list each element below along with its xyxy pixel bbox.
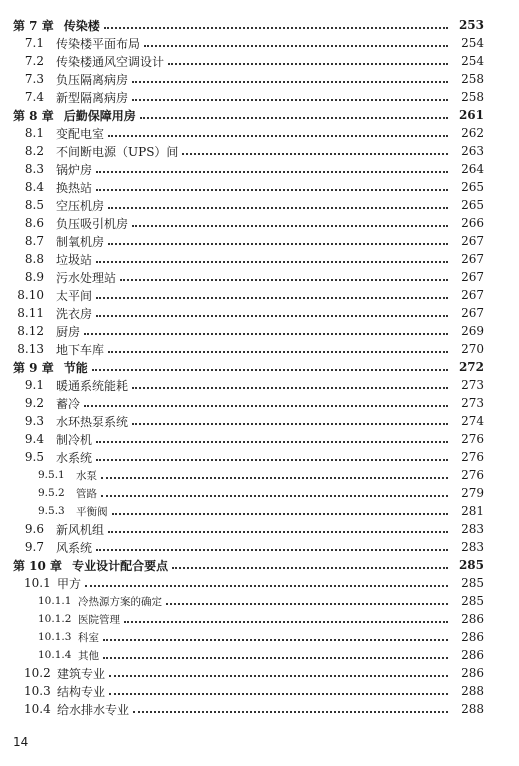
- toc-number: 10.1: [24, 576, 51, 590]
- toc-number: 8.8: [24, 252, 44, 266]
- toc-title: 传染楼: [63, 18, 100, 33]
- toc-leader-dots: [112, 513, 449, 515]
- toc-leader-dots: [109, 675, 448, 677]
- toc-leader-dots: [172, 567, 448, 569]
- toc-leader-dots: [132, 99, 448, 101]
- toc-number: 8.10: [17, 288, 44, 302]
- toc-section-entry: [0, 196, 519, 214]
- toc-section-entry: [0, 178, 519, 196]
- toc-leader-dots: [103, 639, 448, 641]
- toc-number: 8.13: [17, 342, 44, 356]
- toc-number: 9.1: [24, 378, 44, 392]
- toc-page-number: 262: [461, 126, 484, 140]
- toc-page-number: 276: [461, 432, 484, 446]
- toc-page-number: 258: [461, 90, 484, 104]
- toc-number: 8.9: [24, 270, 44, 284]
- toc-leader-dots: [85, 585, 448, 587]
- toc-title: 厨房: [56, 324, 81, 339]
- toc-leader-dots: [96, 459, 448, 461]
- toc-leader-dots: [101, 477, 448, 479]
- toc-section-entry: [0, 340, 519, 358]
- toc-number: 9.5.1: [38, 469, 65, 481]
- toc-page-number: 273: [461, 396, 484, 410]
- toc-leader-dots: [96, 297, 448, 299]
- toc-number: 8.7: [24, 234, 44, 248]
- toc-number: 8.6: [24, 216, 44, 230]
- toc-title: 太平间: [56, 288, 93, 303]
- toc-page-number: 263: [461, 144, 484, 158]
- toc-page-number: 267: [461, 252, 484, 266]
- toc-number: 9.4: [24, 432, 44, 446]
- toc-page-number: 285: [458, 558, 484, 572]
- toc-title: 锅炉房: [56, 162, 93, 177]
- toc-title: 水系统: [56, 450, 93, 465]
- toc-page-number: 288: [461, 702, 484, 716]
- toc-page-number: 254: [461, 54, 484, 68]
- toc-title: 后勤保障用房: [63, 108, 136, 123]
- toc-section-entry: [0, 250, 519, 268]
- toc-subsection-entry: [0, 484, 519, 502]
- toc-title: 制冷机: [56, 432, 93, 447]
- toc-section-entry: [0, 142, 519, 160]
- toc-number: 8.12: [17, 324, 44, 338]
- toc-title: 污水处理站: [56, 270, 117, 285]
- toc-number: 9.3: [24, 414, 44, 428]
- toc-section-entry: [0, 376, 519, 394]
- toc-title: 风系统: [56, 540, 93, 555]
- toc-section-entry: [0, 286, 519, 304]
- toc-leader-dots: [92, 369, 448, 371]
- toc-number: 第 10 章: [13, 558, 63, 573]
- toc-leader-dots: [108, 243, 448, 245]
- toc-leader-dots: [109, 693, 448, 695]
- toc-section-entry: [0, 520, 519, 538]
- toc-title: 结构专业: [57, 684, 106, 699]
- toc-leader-dots: [84, 405, 448, 407]
- toc-section-entry: [0, 412, 519, 430]
- toc-leader-dots: [120, 279, 448, 281]
- toc-title: 传染楼通风空调设计: [56, 54, 165, 69]
- toc-leader-dots: [84, 333, 448, 335]
- toc-section-entry: [0, 232, 519, 250]
- toc-number: 8.4: [24, 180, 44, 194]
- toc-title: 新型隔离病房: [56, 90, 129, 105]
- toc-title: 变配电室: [56, 126, 105, 141]
- toc-page-number: 286: [461, 630, 484, 644]
- toc-leader-dots: [103, 657, 448, 659]
- toc-page-number: 264: [461, 162, 484, 176]
- toc-section-entry: [0, 700, 519, 718]
- toc-number: 第 8 章: [13, 108, 54, 123]
- toc-title: 医院管理: [78, 613, 120, 626]
- toc-chapter-entry: [0, 556, 519, 574]
- toc-leader-dots: [96, 261, 448, 263]
- toc-title: 负压吸引机房: [56, 216, 129, 231]
- toc-number: 8.1: [24, 126, 44, 140]
- toc-title: 地下车库: [56, 342, 105, 357]
- toc-number: 8.2: [24, 144, 44, 158]
- toc-number: 第 9 章: [13, 360, 54, 375]
- toc-title: 管路: [76, 487, 97, 500]
- toc-number: 8.11: [17, 306, 44, 320]
- toc-page-number: 253: [458, 18, 484, 32]
- toc-leader-dots: [133, 711, 448, 713]
- toc-number: 7.3: [24, 72, 44, 86]
- toc-leader-dots: [104, 27, 448, 29]
- toc-number: 10.1.3: [38, 631, 72, 643]
- page-number: 14: [13, 735, 29, 749]
- toc-page-number: 285: [461, 576, 484, 590]
- toc-section-entry: [0, 268, 519, 286]
- toc-title: 不间断电源（UPS）间: [56, 144, 179, 159]
- toc-page-number: 267: [461, 288, 484, 302]
- toc-section-entry: [0, 394, 519, 412]
- toc-page-number: 266: [461, 216, 484, 230]
- toc-title: 节能: [63, 360, 88, 375]
- toc-page-number: 269: [461, 324, 484, 338]
- toc-number: 10.1.1: [38, 595, 72, 607]
- toc-leader-dots: [96, 441, 448, 443]
- toc-title: 负压隔离病房: [56, 72, 129, 87]
- toc-title: 建筑专业: [57, 666, 106, 681]
- toc-leader-dots: [132, 387, 448, 389]
- toc-leader-dots: [132, 225, 448, 227]
- toc-title: 甲方: [57, 576, 82, 591]
- toc-number: 8.3: [24, 162, 44, 176]
- toc-subsection-entry: [0, 466, 519, 484]
- toc-section-entry: [0, 322, 519, 340]
- toc-title: 换热站: [56, 180, 93, 195]
- toc-title: 空压机房: [56, 198, 105, 213]
- toc-number: 9.7: [24, 540, 44, 554]
- toc-subsection-entry: [0, 628, 519, 646]
- toc-page-number: 281: [461, 504, 484, 518]
- toc-chapter-entry: [0, 106, 519, 124]
- toc-section-entry: [0, 34, 519, 52]
- toc-number: 9.5: [24, 450, 44, 464]
- toc-number: 10.2: [24, 666, 51, 680]
- toc-leader-dots: [101, 495, 448, 497]
- toc-subsection-entry: [0, 646, 519, 664]
- toc-number: 7.2: [24, 54, 44, 68]
- toc-page-number: 273: [461, 378, 484, 392]
- toc-page-number: 285: [461, 594, 484, 608]
- toc-page-number: 286: [461, 648, 484, 662]
- toc-section-entry: [0, 70, 519, 88]
- toc-leader-dots: [96, 315, 448, 317]
- toc-page-number: 283: [461, 540, 484, 554]
- toc-leader-dots: [108, 207, 448, 209]
- toc-title: 给水排水专业: [57, 702, 130, 717]
- toc-title: 专业设计配合要点: [72, 558, 169, 573]
- toc-page-number: 283: [461, 522, 484, 536]
- toc-section-entry: [0, 430, 519, 448]
- toc-section-entry: [0, 682, 519, 700]
- toc-number: 9.6: [24, 522, 44, 536]
- toc-leader-dots: [140, 117, 448, 119]
- toc-leader-dots: [108, 531, 448, 533]
- toc-chapter-entry: [0, 16, 519, 34]
- toc-title: 洗衣房: [56, 306, 93, 321]
- toc-number: 9.2: [24, 396, 44, 410]
- toc-page-number: 272: [458, 360, 484, 374]
- toc-leader-dots: [166, 603, 448, 605]
- toc-title: 垃圾站: [56, 252, 93, 267]
- toc-chapter-entry: [0, 358, 519, 376]
- toc-page-number: 279: [461, 486, 484, 500]
- toc-section-entry: [0, 52, 519, 70]
- toc-page-number: 267: [461, 234, 484, 248]
- toc-leader-dots: [96, 549, 448, 551]
- toc-page-number: 276: [461, 468, 484, 482]
- toc-section-entry: [0, 214, 519, 232]
- toc-number: 7.1: [24, 36, 44, 50]
- toc-section-entry: [0, 160, 519, 178]
- toc-section-entry: [0, 448, 519, 466]
- toc-title: 冷热源方案的确定: [78, 595, 162, 608]
- toc-page-number: 254: [461, 36, 484, 50]
- toc-number: 7.4: [24, 90, 44, 104]
- toc-number: 8.5: [24, 198, 44, 212]
- toc-leader-dots: [96, 189, 448, 191]
- toc-page-number: 288: [461, 684, 484, 698]
- toc-title: 其他: [78, 649, 99, 662]
- toc-page-number: 270: [461, 342, 484, 356]
- toc-subsection-entry: [0, 610, 519, 628]
- toc-section-entry: [0, 538, 519, 556]
- toc-subsection-entry: [0, 592, 519, 610]
- toc-leader-dots: [168, 63, 448, 65]
- toc-number: 10.1.4: [38, 649, 72, 661]
- toc-title: 传染楼平面布局: [56, 36, 141, 51]
- toc-section-entry: [0, 664, 519, 682]
- toc-page-number: 261: [458, 108, 484, 122]
- toc-section-entry: [0, 574, 519, 592]
- toc-number: 10.4: [24, 702, 51, 716]
- toc-page-number: 286: [461, 666, 484, 680]
- toc-leader-dots: [132, 81, 448, 83]
- toc-title: 制氧机房: [56, 234, 105, 249]
- toc-page-number: 274: [461, 414, 484, 428]
- toc-number: 9.5.2: [38, 487, 65, 499]
- toc-title: 水环热泵系统: [56, 414, 129, 429]
- toc-title: 暖通系统能耗: [56, 378, 129, 393]
- toc-title: 新风机组: [56, 522, 105, 537]
- toc-title: 蓄冷: [56, 396, 81, 411]
- toc-page-number: 258: [461, 72, 484, 86]
- toc-section-entry: [0, 304, 519, 322]
- toc-section-entry: [0, 124, 519, 142]
- toc-title: 平衡阀: [76, 505, 108, 518]
- toc-number: 10.1.2: [38, 613, 72, 625]
- toc-number: 10.3: [24, 684, 51, 698]
- toc-page-number: 265: [461, 180, 484, 194]
- toc-leader-dots: [132, 423, 448, 425]
- toc-page-number: 276: [461, 450, 484, 464]
- toc-number: 9.5.3: [38, 505, 65, 517]
- toc-leader-dots: [182, 153, 448, 155]
- toc-leader-dots: [108, 135, 448, 137]
- toc-page-number: 267: [461, 270, 484, 284]
- toc-subsection-entry: [0, 502, 519, 520]
- toc-title: 水泵: [76, 469, 97, 482]
- toc-leader-dots: [108, 351, 448, 353]
- toc-leader-dots: [96, 171, 448, 173]
- toc-number: 第 7 章: [13, 18, 54, 33]
- toc-page-number: 265: [461, 198, 484, 212]
- toc-page-number: 267: [461, 306, 484, 320]
- toc-leader-dots: [124, 621, 448, 623]
- toc-leader-dots: [144, 45, 448, 47]
- toc-section-entry: [0, 88, 519, 106]
- toc-title: 科室: [78, 631, 99, 644]
- toc-page-number: 286: [461, 612, 484, 626]
